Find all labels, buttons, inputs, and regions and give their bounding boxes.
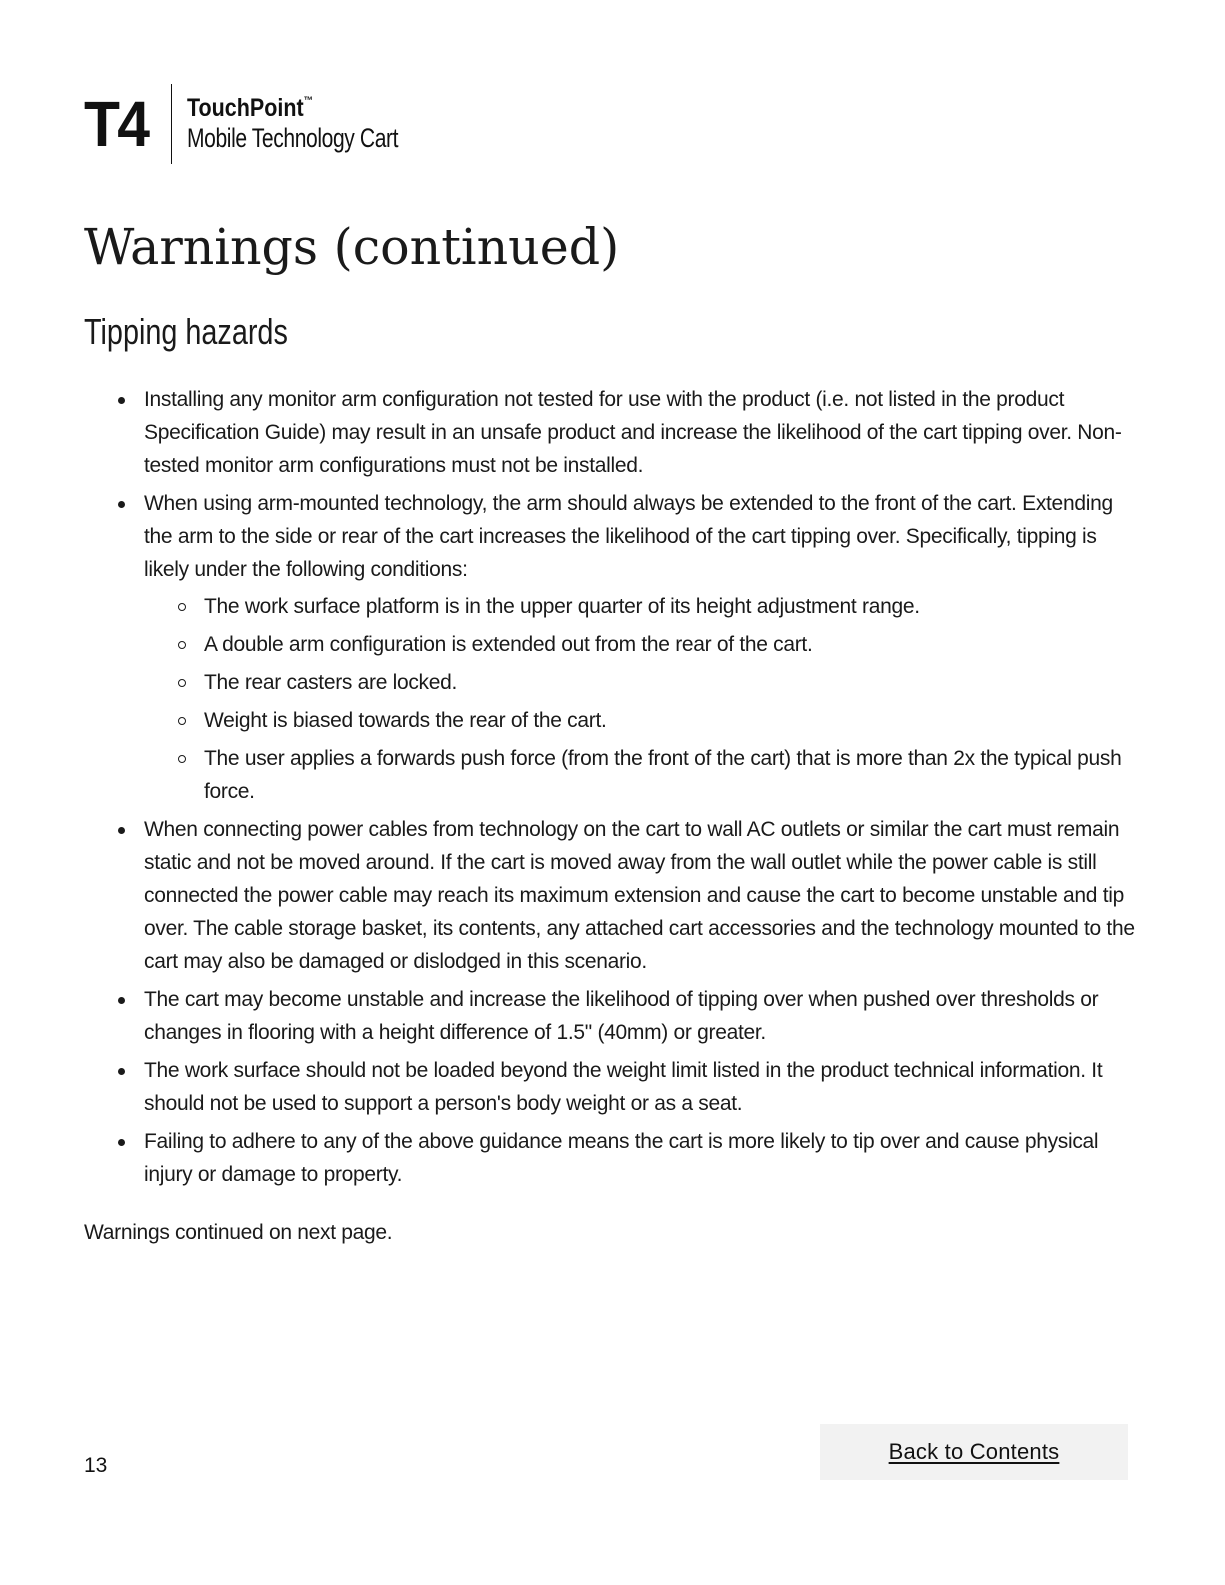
condition-text: The user applies a forwards push force (from the front of the cart) that is more than 2x the typical push force.	[204, 747, 1122, 803]
logo-brand	[187, 93, 420, 123]
sub-bullet-icon	[178, 717, 186, 725]
logo-divider	[171, 84, 172, 164]
brand-name: TouchPoint	[186, 94, 304, 123]
condition-text: The work surface platform is in the upper quarter of its height adjustment range.	[204, 595, 920, 618]
logo-product-name: Mobile Technology Cart	[186, 123, 398, 154]
warning-item	[84, 383, 1144, 482]
bullet-icon	[118, 1139, 125, 1146]
condition-list	[144, 590, 1144, 808]
page-number: 13	[84, 1454, 108, 1477]
warning-item	[84, 487, 1144, 808]
condition-item	[144, 704, 1144, 737]
logo-mark: T4	[84, 88, 148, 160]
page-title: Warnings (continued)	[84, 218, 620, 276]
bullet-icon	[118, 397, 125, 404]
logo-text	[187, 93, 458, 154]
warning-text: Installing any monitor arm configuration not tested for use with the product (i.e. not listed in the product Specification Guide) may result in an unsafe product and increase the likelihood of the cart tipping over. Non-tested monitor arm configurations must not be installed.	[144, 388, 1122, 477]
warning-text: The work surface should not be loaded beyond the weight limit listed in the product technical information. It should not be used to support a person's body weight or as a seat.	[144, 1059, 1103, 1115]
sub-bullet-icon	[178, 679, 186, 687]
bullet-icon	[118, 1068, 125, 1075]
sub-bullet-icon	[178, 603, 186, 611]
condition-item	[144, 628, 1144, 661]
condition-text: A double arm configuration is extended out from the rear of the cart.	[204, 633, 813, 656]
back-to-contents-box[interactable]	[820, 1424, 1128, 1480]
warning-text: The cart may become unstable and increase the likelihood of tipping over when pushed over thresholds or changes in flooring with a height difference of 1.5" (40mm) or greater.	[144, 988, 1099, 1044]
trademark-symbol: ™	[303, 95, 313, 108]
back-to-contents-link[interactable]: Back to Contents	[888, 1439, 1060, 1464]
warning-text: Failing to adhere to any of the above guidance means the cart is more likely to tip over and cause physical injury or damage to property.	[144, 1130, 1099, 1186]
warning-item	[84, 1125, 1144, 1191]
warning-text: When using arm-mounted technology, the arm should always be extended to the front of the cart. Extending the arm to the side or rear of the cart increases the likelihood of the cart tipping over. Specifically, tipping is likely under the following conditions:	[144, 492, 1113, 581]
bullet-icon	[118, 827, 125, 834]
condition-text: Weight is biased towards the rear of the cart.	[204, 709, 607, 732]
warning-text: When connecting power cables from technology on the cart to wall AC outlets or similar the cart must remain static and not be moved around. If the cart is moved away from the wall outlet while the power cable is still connected the power cable may reach its maximum extension and cause the cart to become unstable and tip over. The cable storage basket, its contents, any attached cart accessories and the technology mounted to the cart may also be damaged or dislodged in this scenario.	[144, 818, 1135, 973]
warning-item	[84, 813, 1144, 978]
warning-item	[84, 1054, 1144, 1120]
sub-bullet-icon	[178, 641, 186, 649]
sub-bullet-icon	[178, 755, 186, 763]
condition-item	[144, 590, 1144, 623]
warning-list	[84, 383, 1144, 1191]
condition-text: The rear casters are locked.	[204, 671, 458, 694]
warning-item	[84, 983, 1144, 1049]
product-logo	[84, 82, 457, 166]
section-heading: Tipping hazards	[84, 311, 288, 352]
condition-item	[144, 742, 1144, 808]
condition-item	[144, 666, 1144, 699]
warnings-content	[84, 383, 1144, 1196]
continued-note: Warnings continued on next page.	[84, 1221, 393, 1244]
bullet-icon	[118, 501, 125, 508]
bullet-icon	[118, 997, 125, 1004]
